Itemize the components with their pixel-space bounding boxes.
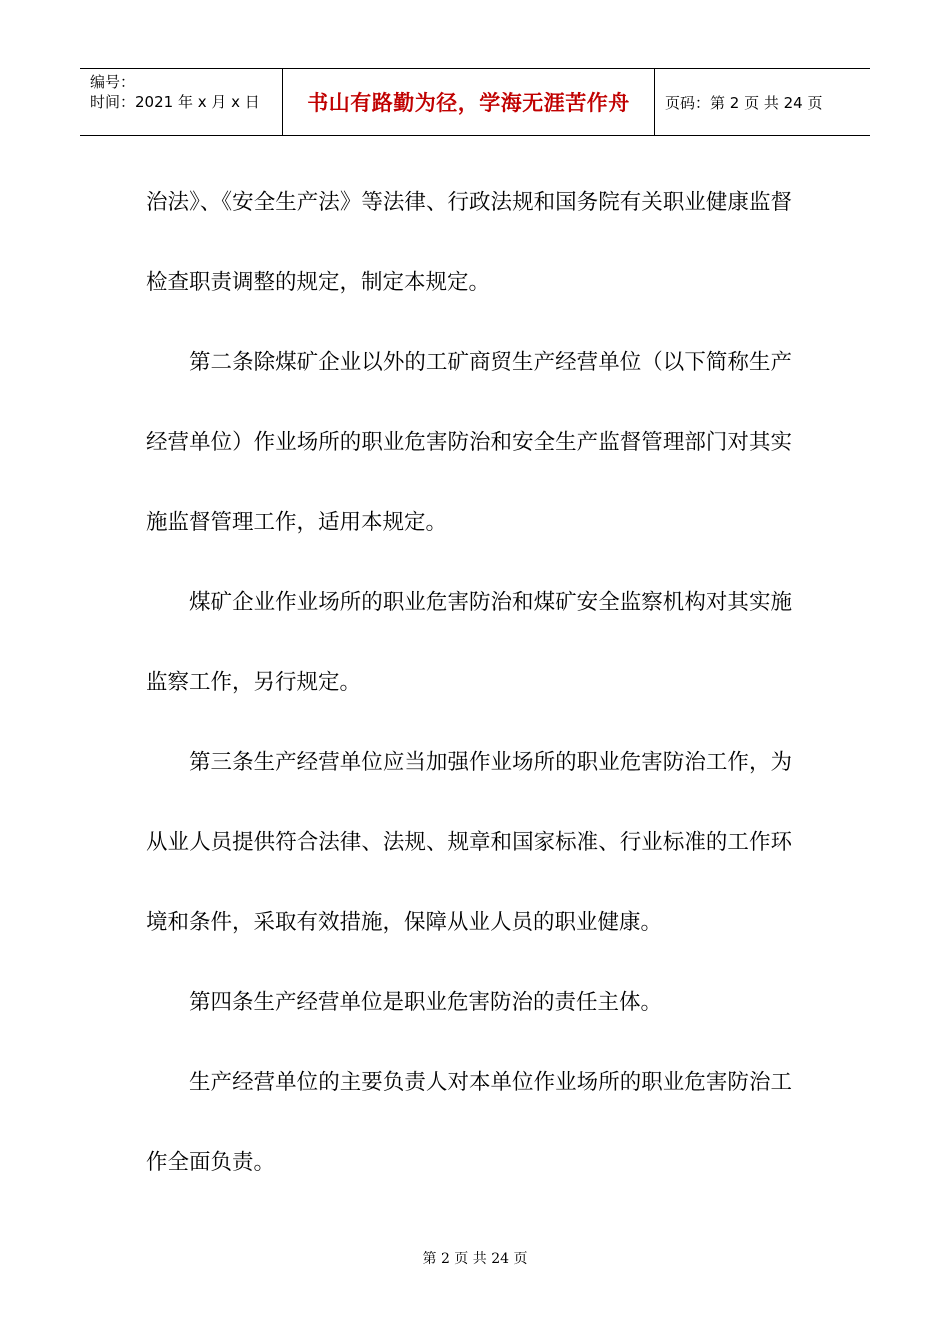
paragraph-article-3: 第三条生产经营单位应当加强作业场所的职业危害防治工作，为从业人员提供符合法律、法规、规章和国家标准、行业标准的工作环境和条件，采取有效措施，保障从业人员的职业健康。 [146, 750, 792, 935]
page-footer: 第 2 页 共 24 页 [422, 1251, 528, 1267]
header-page-info: 页码：第 2 页 共 24 页 [665, 93, 823, 112]
header-motto-cell [282, 69, 655, 135]
paragraph-responsibility: 生产经营单位的主要负责人对本单位作业场所的职业危害防治工作全面负责。 [146, 1070, 792, 1175]
paragraph-article-4: 第四条生产经营单位是职业危害防治的责任主体。 [189, 990, 663, 1015]
header-page-cell [655, 69, 870, 135]
paragraph-article-2: 第二条除煤矿企业以外的工矿商贸生产经营单位（以下简称生产经营单位）作业场所的职业危害防治和安全生产监督管理部门对其实施监督管理工作，适用本规定。 [146, 350, 792, 535]
header-motto: 书山有路勤为径，学海无涯苦作舟 [307, 91, 630, 115]
header-meta [80, 69, 282, 135]
paragraph-coal-mine: 煤矿企业作业场所的职业危害防治和煤矿安全监察机构对其实施监察工作，另行规定。 [146, 590, 792, 695]
document-date-label: 时间：2021 年 x 月 x 日 [90, 93, 260, 111]
document-body [146, 163, 792, 1203]
page-header [80, 68, 870, 136]
paragraph-continuation: 治法》、《安全生产法》等法律、行政法规和国务院有关职业健康监督检查职责调整的规定，制定本规定。 [146, 190, 792, 295]
document-number-label: 编号： [90, 73, 136, 91]
